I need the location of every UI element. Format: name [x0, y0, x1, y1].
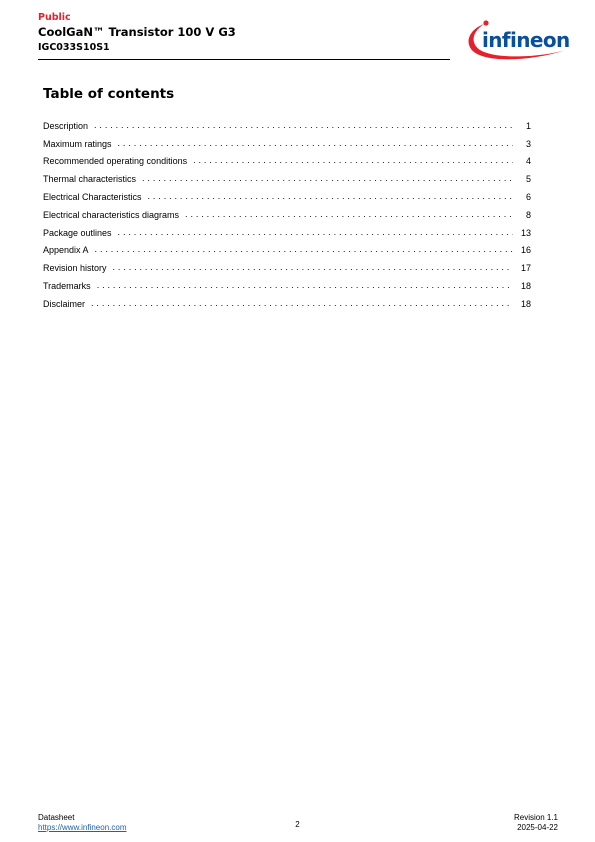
toc-entry[interactable]	[43, 135, 531, 153]
footer-page-number: 2	[295, 820, 300, 829]
footer-doc-type: Datasheet	[38, 813, 75, 822]
toc-entry[interactable]	[43, 206, 531, 224]
toc-entry[interactable]	[43, 153, 531, 171]
footer-right	[514, 813, 558, 833]
toc-entry-page[interactable]: 4	[525, 156, 531, 167]
toc-entry-label[interactable]: Trademarks	[43, 281, 91, 292]
toc-entry-label[interactable]: Description	[43, 120, 89, 131]
toc-entry-label[interactable]: Disclaimer	[43, 298, 86, 309]
toc-dot-leader	[142, 174, 513, 184]
toc-dot-leader	[113, 263, 513, 273]
toc-dot-leader	[97, 281, 513, 291]
page-header	[38, 12, 450, 62]
toc-entry-label[interactable]: Revision history	[43, 263, 107, 274]
toc-entry-page[interactable]: 5	[525, 174, 531, 185]
part-number: IGC033S10S1	[38, 42, 110, 53]
toc-entry-page[interactable]: 18	[520, 281, 531, 292]
toc-dot-leader	[118, 139, 513, 149]
toc-dot-leader	[95, 245, 513, 255]
toc-dot-leader	[91, 299, 513, 309]
footer-url-link[interactable]: https://www.infineon.com	[38, 823, 127, 832]
product-title: CoolGaN™ Transistor 100 V G3	[38, 25, 236, 39]
infineon-logo-icon	[462, 14, 578, 64]
header-divider	[38, 59, 450, 60]
toc-entry[interactable]	[43, 170, 531, 188]
toc-entry-page[interactable]: 16	[520, 245, 531, 256]
toc-list	[43, 117, 531, 313]
toc-title: Table of contents	[43, 86, 175, 102]
toc-entry-label[interactable]: Package outlines	[43, 227, 112, 238]
toc-dot-leader	[94, 121, 513, 131]
toc-dot-leader	[185, 210, 513, 220]
toc-entry[interactable]	[43, 242, 531, 260]
classification-label: Public	[38, 12, 71, 23]
logo-dot	[483, 20, 488, 25]
toc-entry[interactable]	[43, 259, 531, 277]
toc-entry[interactable]	[43, 188, 531, 206]
toc-entry-page[interactable]: 17	[520, 263, 531, 274]
toc-entry[interactable]	[43, 224, 531, 242]
toc-entry-page[interactable]: 13	[520, 227, 531, 238]
infineon-logo	[462, 14, 578, 64]
footer-revision: Revision 1.1	[513, 813, 558, 822]
toc-dot-leader	[193, 156, 513, 166]
toc-entry-page[interactable]: 18	[520, 298, 531, 309]
toc-entry[interactable]	[43, 117, 531, 135]
toc-entry-label[interactable]: Appendix A	[43, 245, 89, 256]
toc-dot-leader	[118, 228, 513, 238]
toc-entry-label[interactable]: Electrical Characteristics	[43, 192, 142, 203]
toc-entry-page[interactable]: 8	[525, 209, 531, 220]
toc-entry-label[interactable]: Thermal characteristics	[43, 174, 137, 185]
toc-entry-label[interactable]: Electrical characteristics diagrams	[43, 209, 180, 220]
footer-date: 2025-04-22	[517, 823, 558, 832]
toc-entry-page[interactable]: 1	[525, 120, 531, 131]
toc-entry-page[interactable]: 3	[525, 138, 531, 149]
toc-entry[interactable]	[43, 277, 531, 295]
toc-entry-label[interactable]: Maximum ratings	[43, 138, 112, 149]
toc-dot-leader	[148, 192, 513, 202]
toc-entry[interactable]	[43, 295, 531, 313]
toc-entry-label[interactable]: Recommended operating conditions	[43, 156, 188, 167]
toc-entry-page[interactable]: 6	[525, 192, 531, 203]
logo-wordmark: infineon	[482, 28, 570, 52]
